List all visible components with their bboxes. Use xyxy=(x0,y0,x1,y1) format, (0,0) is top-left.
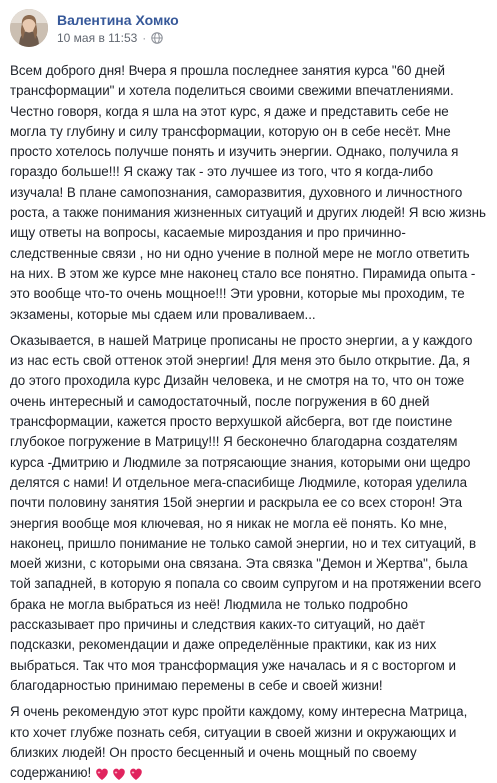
post-header xyxy=(10,8,487,48)
author-name[interactable]: Валентина Хомко xyxy=(57,11,179,28)
post-text xyxy=(10,61,487,783)
post-paragraph-2: Оказывается, в нашей Матрице прописаны не просто энергии, а у каждого из нас есть свой оттенок этой энергии! Для меня это было открытие. Да, я до этого проходила курс Дизайн человека, и не смотря на то, что он тоже очень интересный и самодостаточный, после погружения в 60 дней трансформации, кажется просто верхушкой айсберга, вот где поистине глубокое погружение в Матрицу!!! Я бесконечно благодарна создателям курса -Дмитрию и Людмиле за потрясающие знания, которыми они щедро делятся с нами! И отдельное мега-спасибище Людмиле, которая уделила почти половину занятия 15ой энергии и раскрыла ее со всех сторон! Эта энергия вообще моя ключевая, но я никак не могла её понять. Ко мне, наконец, пришло понимание не только самой энергии, но и тех ситуаций, в моей жизни, с которыми она связана. Эта связка "Демон и Жертва", была той западней, в которую я попала со своим супругом и на протяжении всего брака не могла выбраться из неё! Людмила не только подробно рассказывает про причины и следствия каких-то ситуаций, но даёт подсказки, рекомендации и даже определённые практики, как из них выбраться. Так что моя трансформация уже началась и я с восторгом и благодарностью принимаю перемены в себе и своей жизни! xyxy=(10,332,482,693)
meta-row xyxy=(57,30,179,46)
post-paragraph-1: Всем доброго дня! Вчера я прошла последнее занятия курса "60 дней трансформации" и хотела поделиться своими свежими впечатлениями. Честно говоря, когда я шла на этот курс, я даже и представить себе не могла ту глубину и силу трансформации, которую он в себе несёт. Мне просто хотелось получше понять и изучить энергии. Однако, получила я гораздо больше!!! Я скажу так - это лучшее из того, что я когда-либо изучала! В плане самопознания, саморазвития, духовного и личностного роста, а также понимания жизненных ситуаций и других людей! Я всю жизнь ищу ответы на вопросы, касаемые мироздания и про причинно-следственные связи , но ни одно учение в полной мере не могло ответить на них. В этом же курсе мне наконец стало все понятно. Пирамида опыта - это вообще что-то очень мощное!!! Эти уровни, которые мы проходим, те экзамены, которые мы сдаем или проваливаем... xyxy=(10,63,486,322)
avatar[interactable] xyxy=(10,9,48,47)
profile-photo-icon xyxy=(10,9,48,47)
post-paragraph-3-text: Я очень рекомендую этот курс пройти каждому, кому интересна Матрица, кто хочет глубже познать себя, ситуации в своей жизни и окружающих и близких людей! Он просто бесценный и очень мощный по своему содержанию! xyxy=(10,704,468,781)
globe-icon[interactable] xyxy=(151,32,163,44)
post-meta xyxy=(57,11,179,46)
separator-dot: · xyxy=(142,30,147,45)
sparkling-heart-icon xyxy=(94,766,144,782)
post-paragraph-3 xyxy=(10,702,487,783)
post-timestamp[interactable]: 10 мая в 11:53 xyxy=(57,30,138,45)
